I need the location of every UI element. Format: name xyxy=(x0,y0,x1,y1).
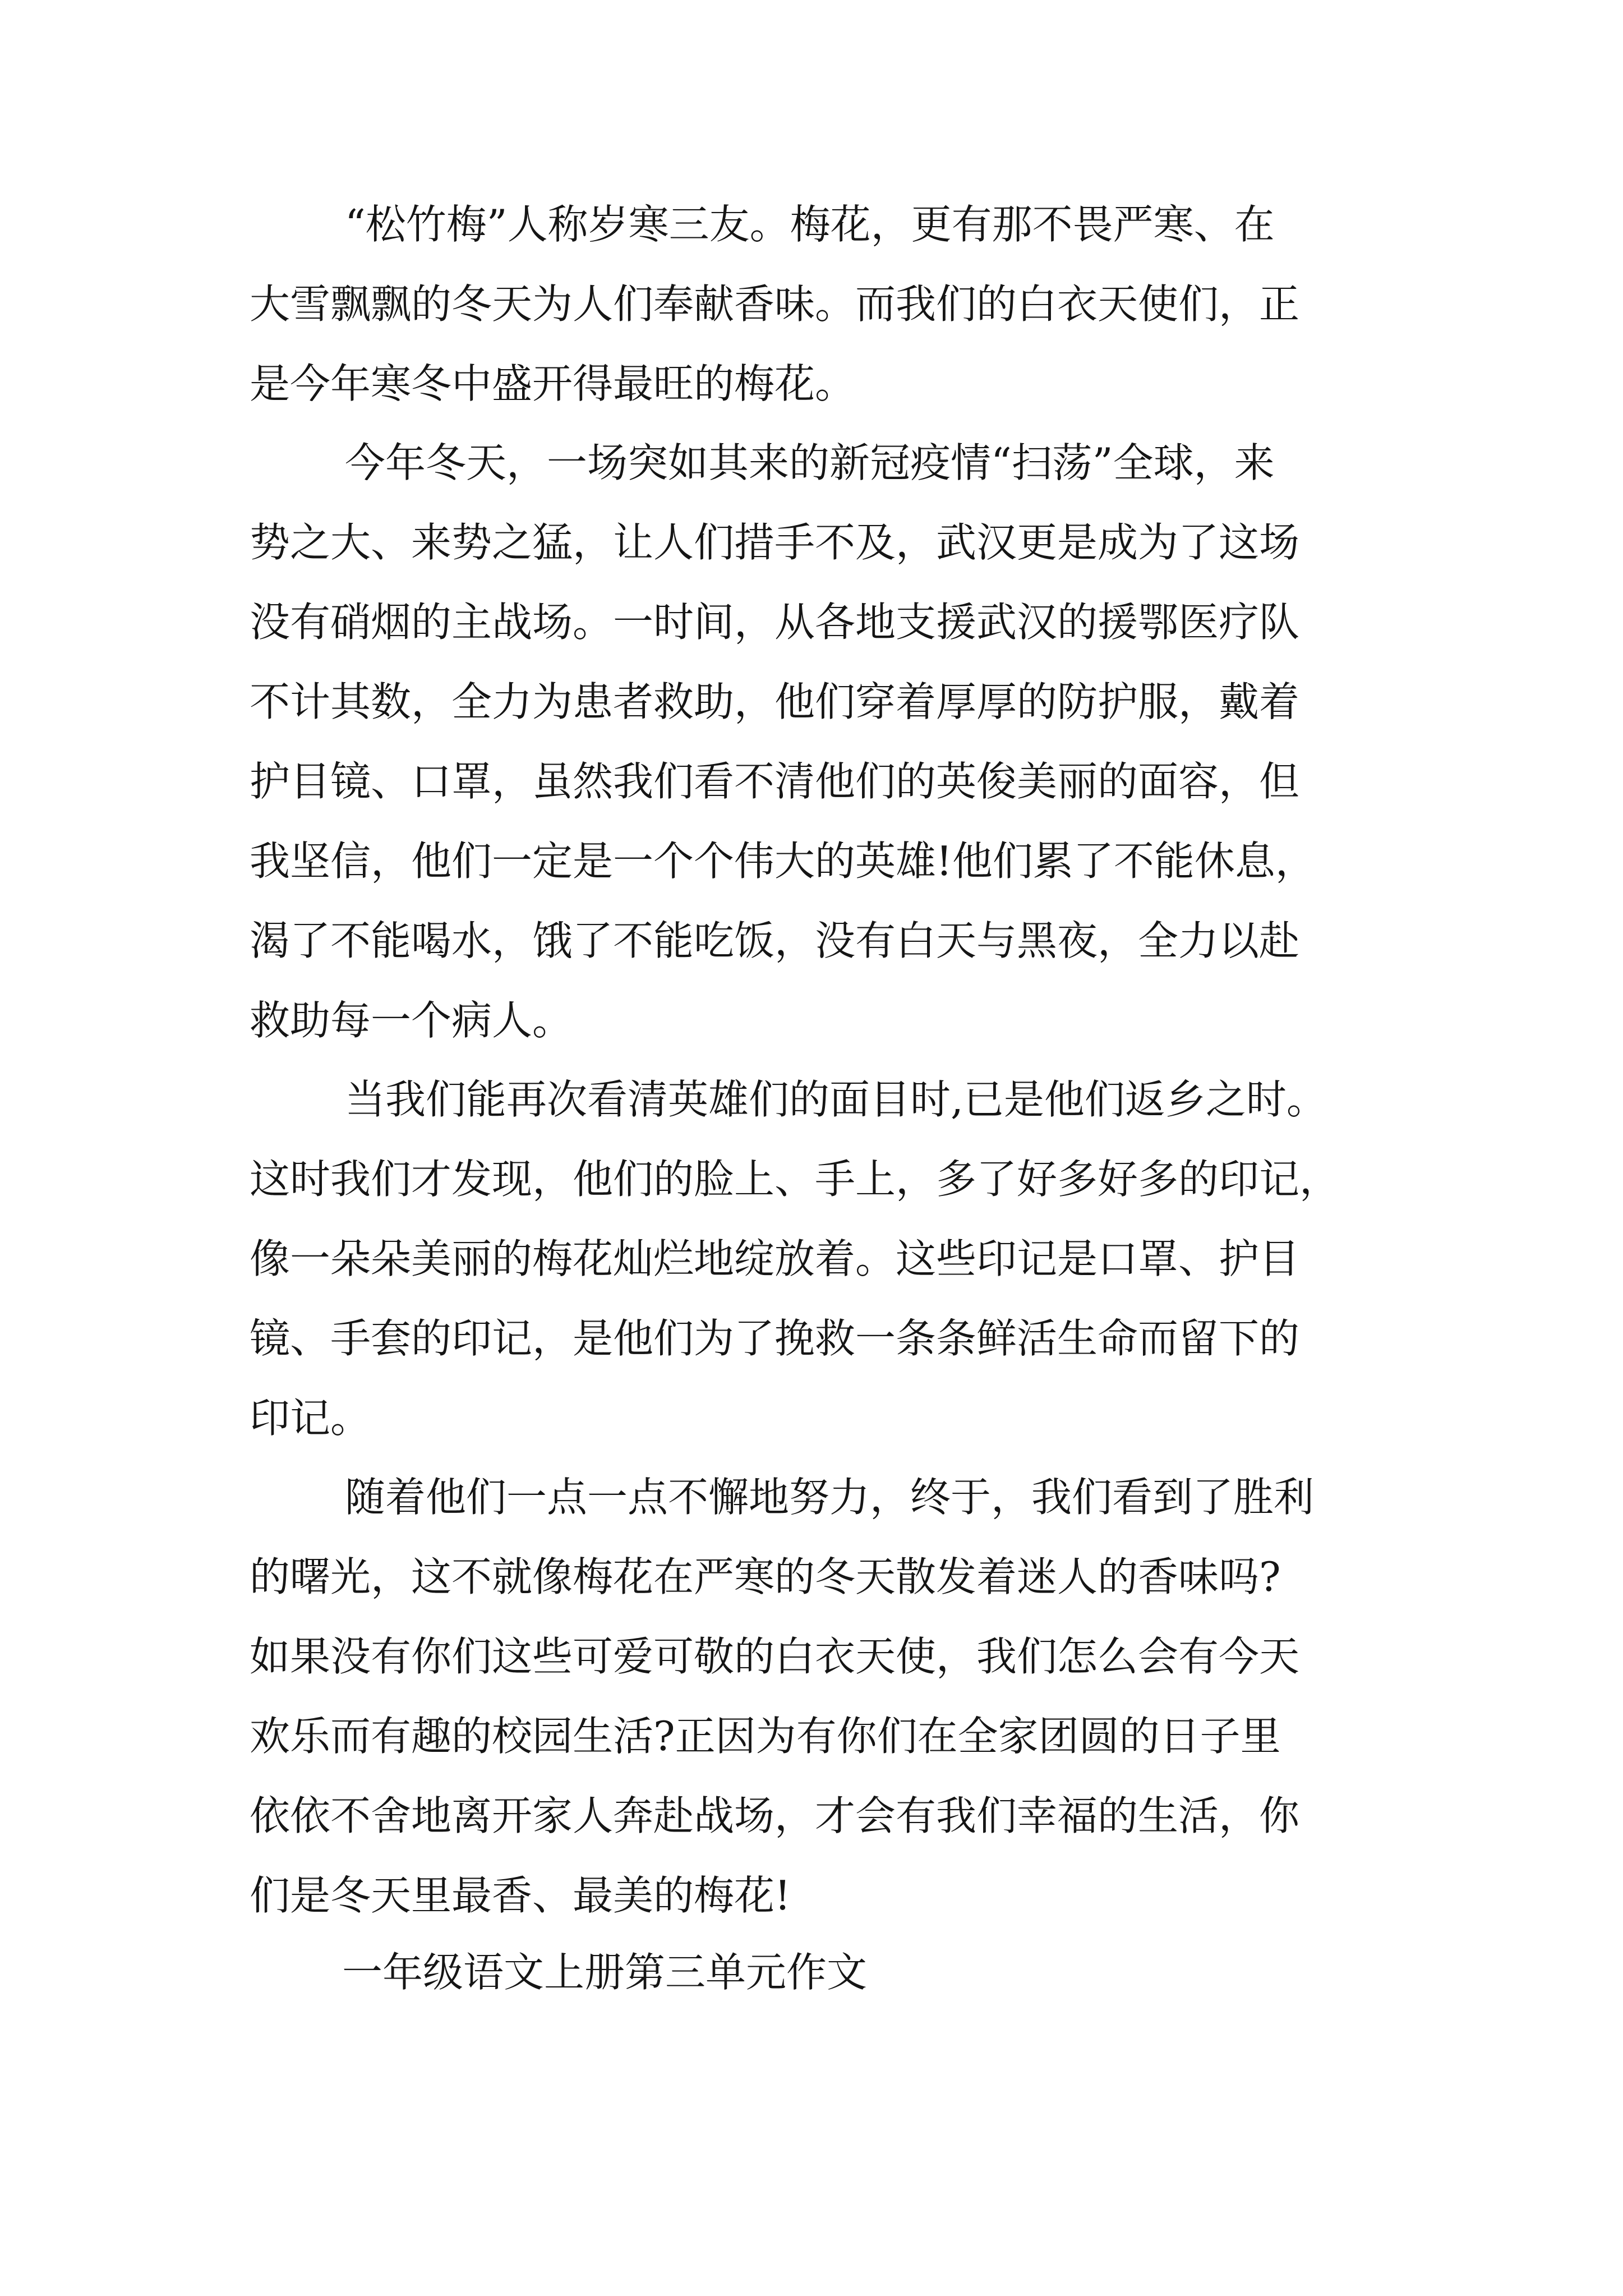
text-line: 欢乐而有趣的校园生活?正因为有你们在全家团圆的日子里 xyxy=(250,1713,1281,1760)
text-line: 今年冬天，一场突如其来的新冠疫情“扫荡”全球，来 xyxy=(345,439,1275,486)
text-line: 像一朵朵美丽的梅花灿烂地绽放着。这些印记是口罩、护目 xyxy=(250,1235,1300,1282)
text-line: 如果没有你们这些可爱可敬的白衣天使，我们怎么会有今天 xyxy=(250,1633,1300,1680)
text-line: 是今年寒冬中盛开得最旺的梅花。 xyxy=(250,360,856,407)
text-line: 当我们能再次看清英雄们的面目时,已是他们返乡之时。 xyxy=(345,1076,1327,1123)
text-line: “松竹梅”人称岁寒三友。梅花，更有那不畏严寒、在 xyxy=(345,201,1275,248)
text-line: 的曙光，这不就像梅花在严寒的冬天散发着迷人的香味吗? xyxy=(250,1553,1281,1600)
text-line: 印记。 xyxy=(250,1395,371,1442)
text-line: 随着他们一点一点不懈地努力，终于，我们看到了胜利 xyxy=(345,1474,1315,1521)
text-line: 不计其数，全力为患者救助，他们穿着厚厚的防护服，戴着 xyxy=(250,678,1300,725)
text-line: 救助每一个病人。 xyxy=(250,997,573,1044)
text-line: 护目镜、口罩，虽然我们看不清他们的英俊美丽的面容，但 xyxy=(250,758,1300,805)
text-line: 渴了不能喝水，饿了不能吃饭，没有白天与黑夜，全力以赴 xyxy=(250,917,1300,964)
text-line: 这时我们才发现，他们的脸上、手上，多了好多好多的印记， xyxy=(250,1156,1340,1203)
text-line: 依依不舍地离开家人奔赴战场，才会有我们幸福的生活，你 xyxy=(250,1792,1300,1839)
document-footer-title: 一年级语文上册第三单元作文 xyxy=(342,1949,868,1996)
text-line: 势之大、来势之猛，让人们措手不及，武汉更是成为了这场 xyxy=(250,519,1300,566)
text-line: 大雪飘飘的冬天为人们奉献香味。而我们的白衣天使们，正 xyxy=(250,280,1300,328)
text-line: 没有硝烟的主战场。一时间，从各地支援武汉的援鄂医疗队 xyxy=(250,599,1300,646)
text-line: 们是冬天里最香、最美的梅花! xyxy=(250,1872,791,1919)
text-line: 镜、手套的印记，是他们为了挽救一条条鲜活生命而留下的 xyxy=(250,1315,1300,1362)
text-line: 我坚信，他们一定是一个个伟大的英雄!他们累了不能休息， xyxy=(250,838,1316,885)
